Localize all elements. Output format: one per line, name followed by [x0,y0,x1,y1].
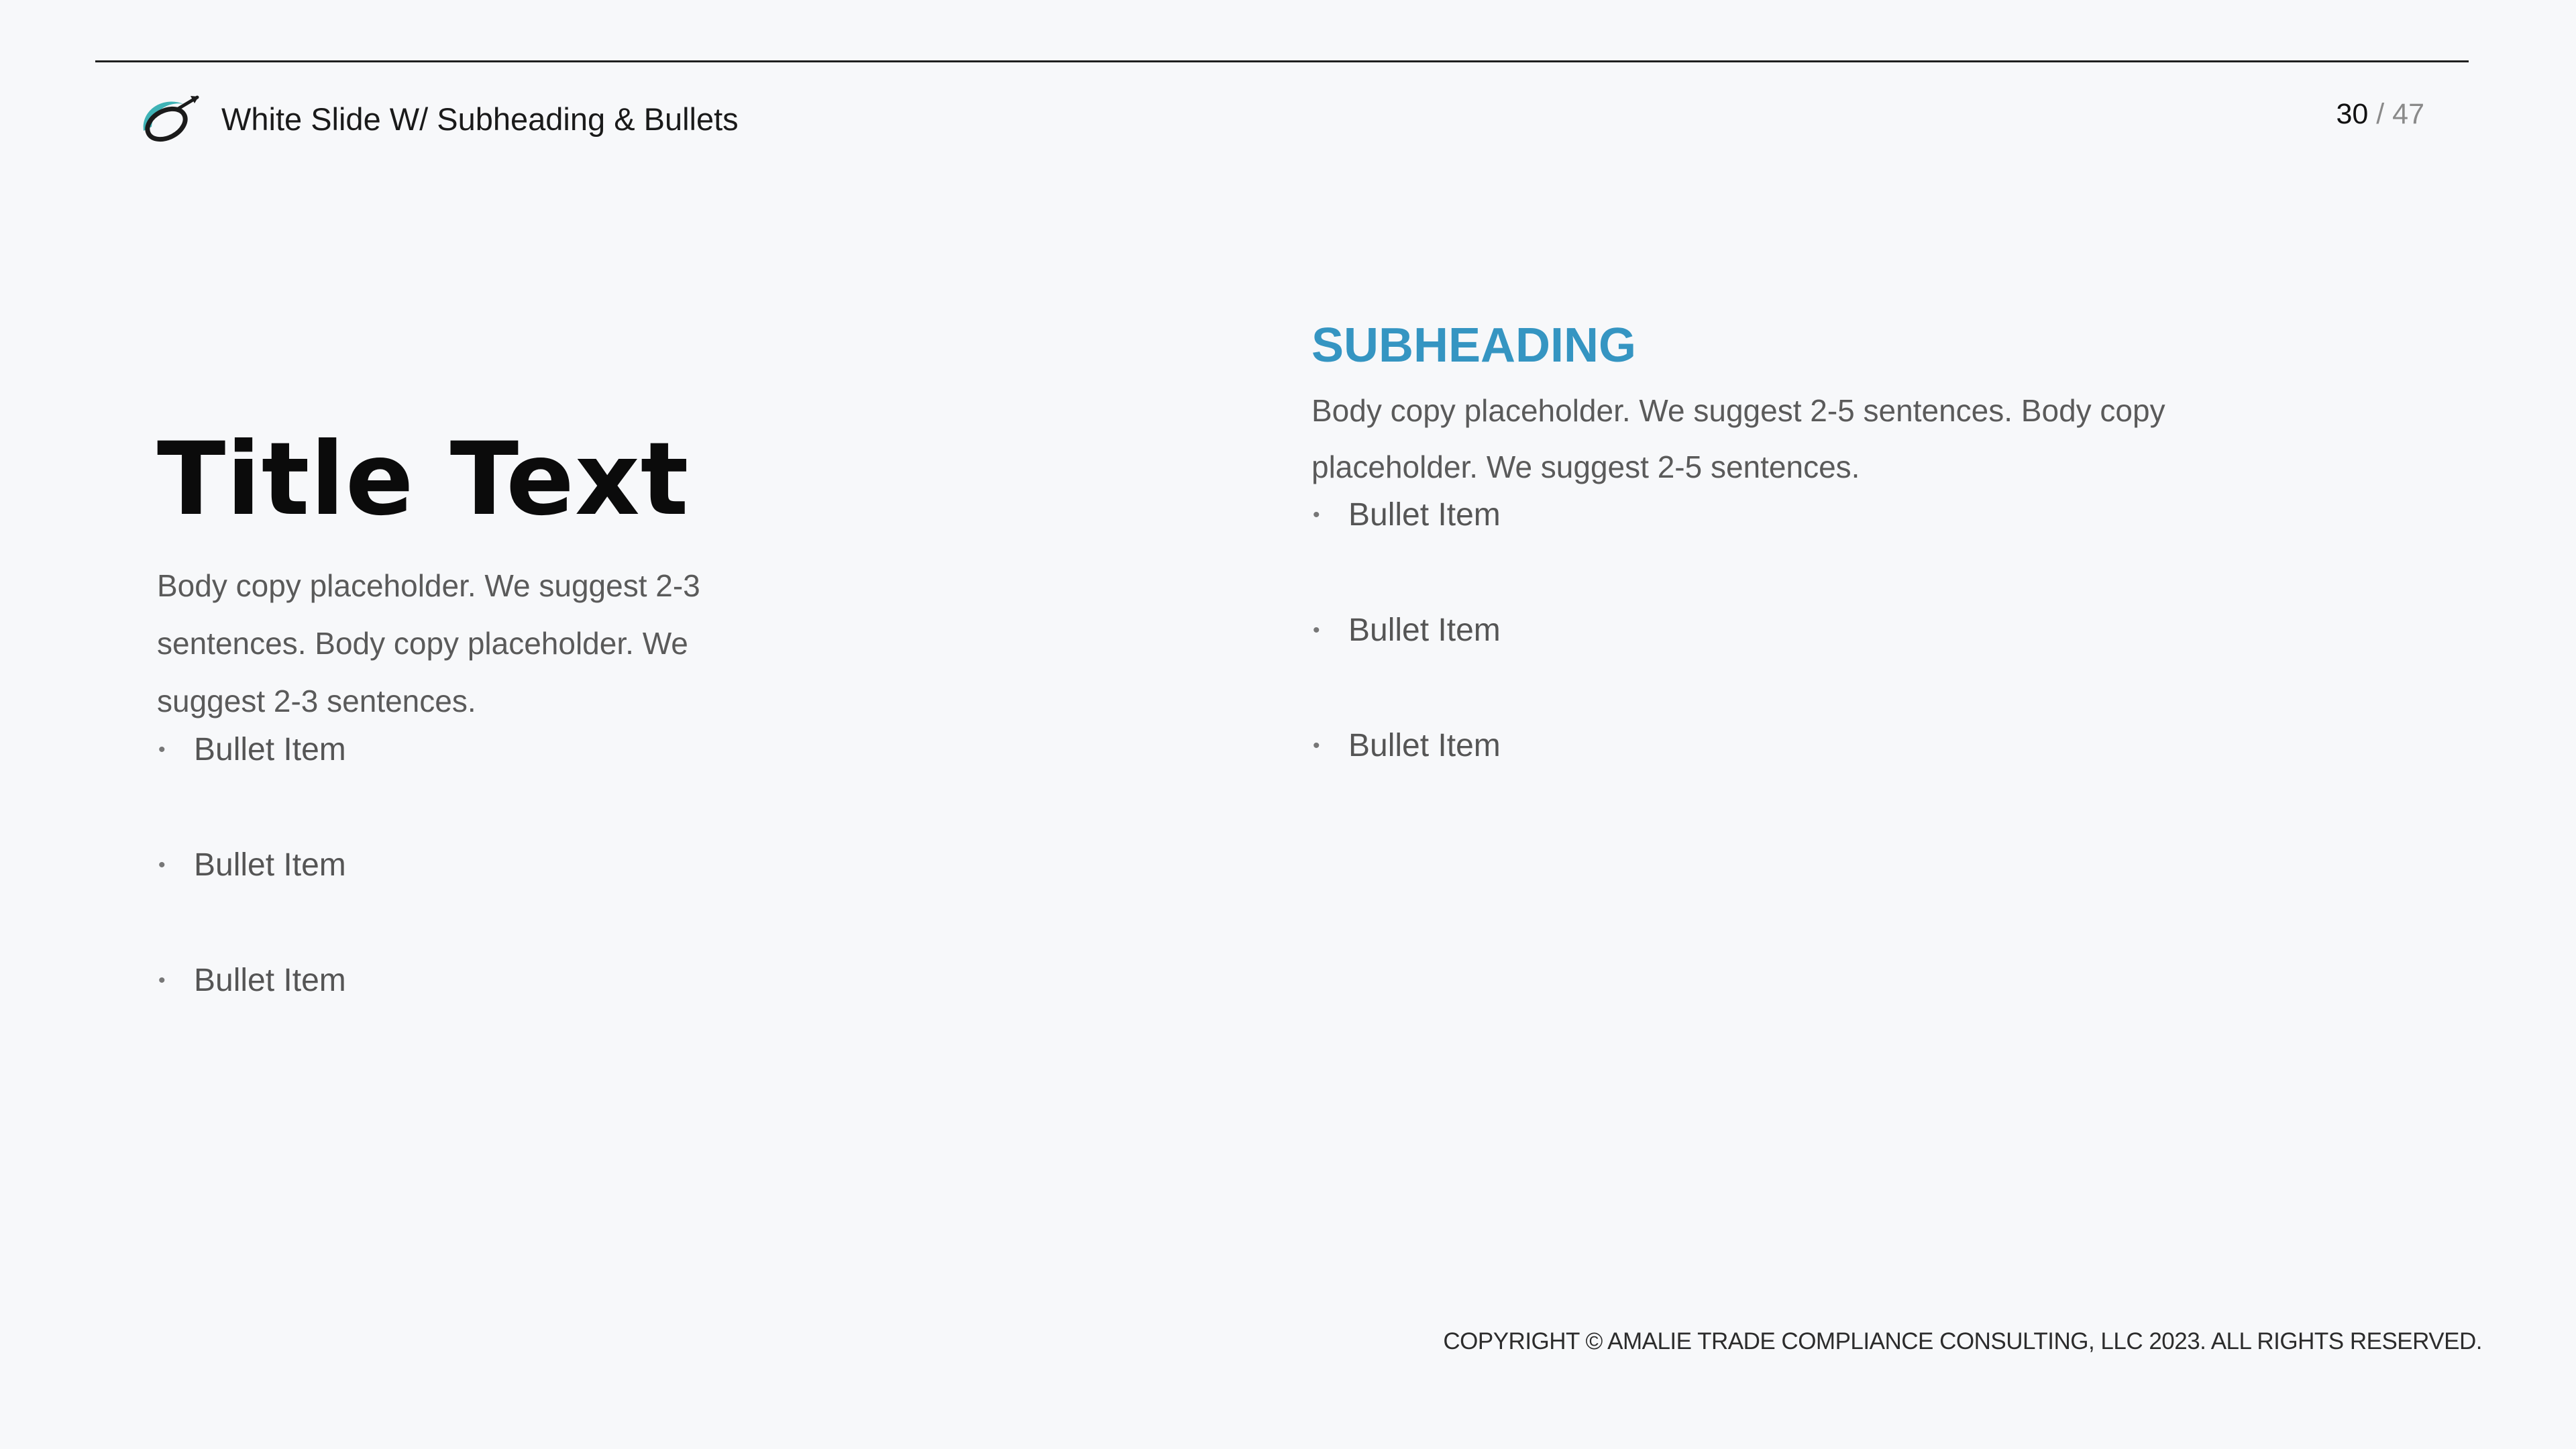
page-current: 30 [2336,98,2369,130]
bullet-icon: • [158,739,166,761]
list-item [157,845,828,961]
bullet-text: Bullet Item [194,847,346,883]
page-counter [2336,98,2424,131]
subheading: SUBHEADING [1311,319,1637,372]
page-separator: / [2376,98,2385,130]
right-column [1311,315,2251,841]
bullet-text: Bullet Item [194,963,346,998]
list-item [1311,495,2251,610]
top-divider [95,60,2469,62]
bullet-icon: • [1313,619,1320,641]
list-item [1311,726,2251,841]
copyright-footer: COPYRIGHT © AMALIE TRADE COMPLIANCE CONSULTING, LLC 2023. ALL RIGHTS RESERVED. [1443,1328,2482,1354]
right-bullet-list [1311,495,2251,841]
bullet-icon: • [158,854,166,876]
slide-title: Title Text [157,421,690,538]
bullet-text: Bullet Item [194,732,346,767]
slide-name: White Slide W/ Subheading & Bullets [221,101,739,137]
bullet-icon: • [1313,504,1320,526]
right-body-copy: Body copy placeholder. We suggest 2-5 sentences. Body copy placeholder. We suggest 2-5 sentences. [1311,393,2165,484]
list-item [1311,610,2251,726]
bullet-icon: • [1313,735,1320,757]
list-item [157,730,828,845]
bullet-icon: • [158,969,166,991]
bullet-text: Bullet Item [1348,612,1501,648]
bullet-text: Bullet Item [1348,728,1501,763]
left-body-copy: Body copy placeholder. We suggest 2-3 sentences. Body copy placeholder. We suggest 2-3 sentences. [157,568,700,718]
list-item [157,961,828,1076]
slide-header [137,87,739,150]
page-total: 47 [2392,98,2424,130]
left-column [157,421,828,1076]
swoosh-logo-icon [137,89,200,148]
left-bullet-list [157,730,828,1076]
bullet-text: Bullet Item [1348,497,1501,533]
